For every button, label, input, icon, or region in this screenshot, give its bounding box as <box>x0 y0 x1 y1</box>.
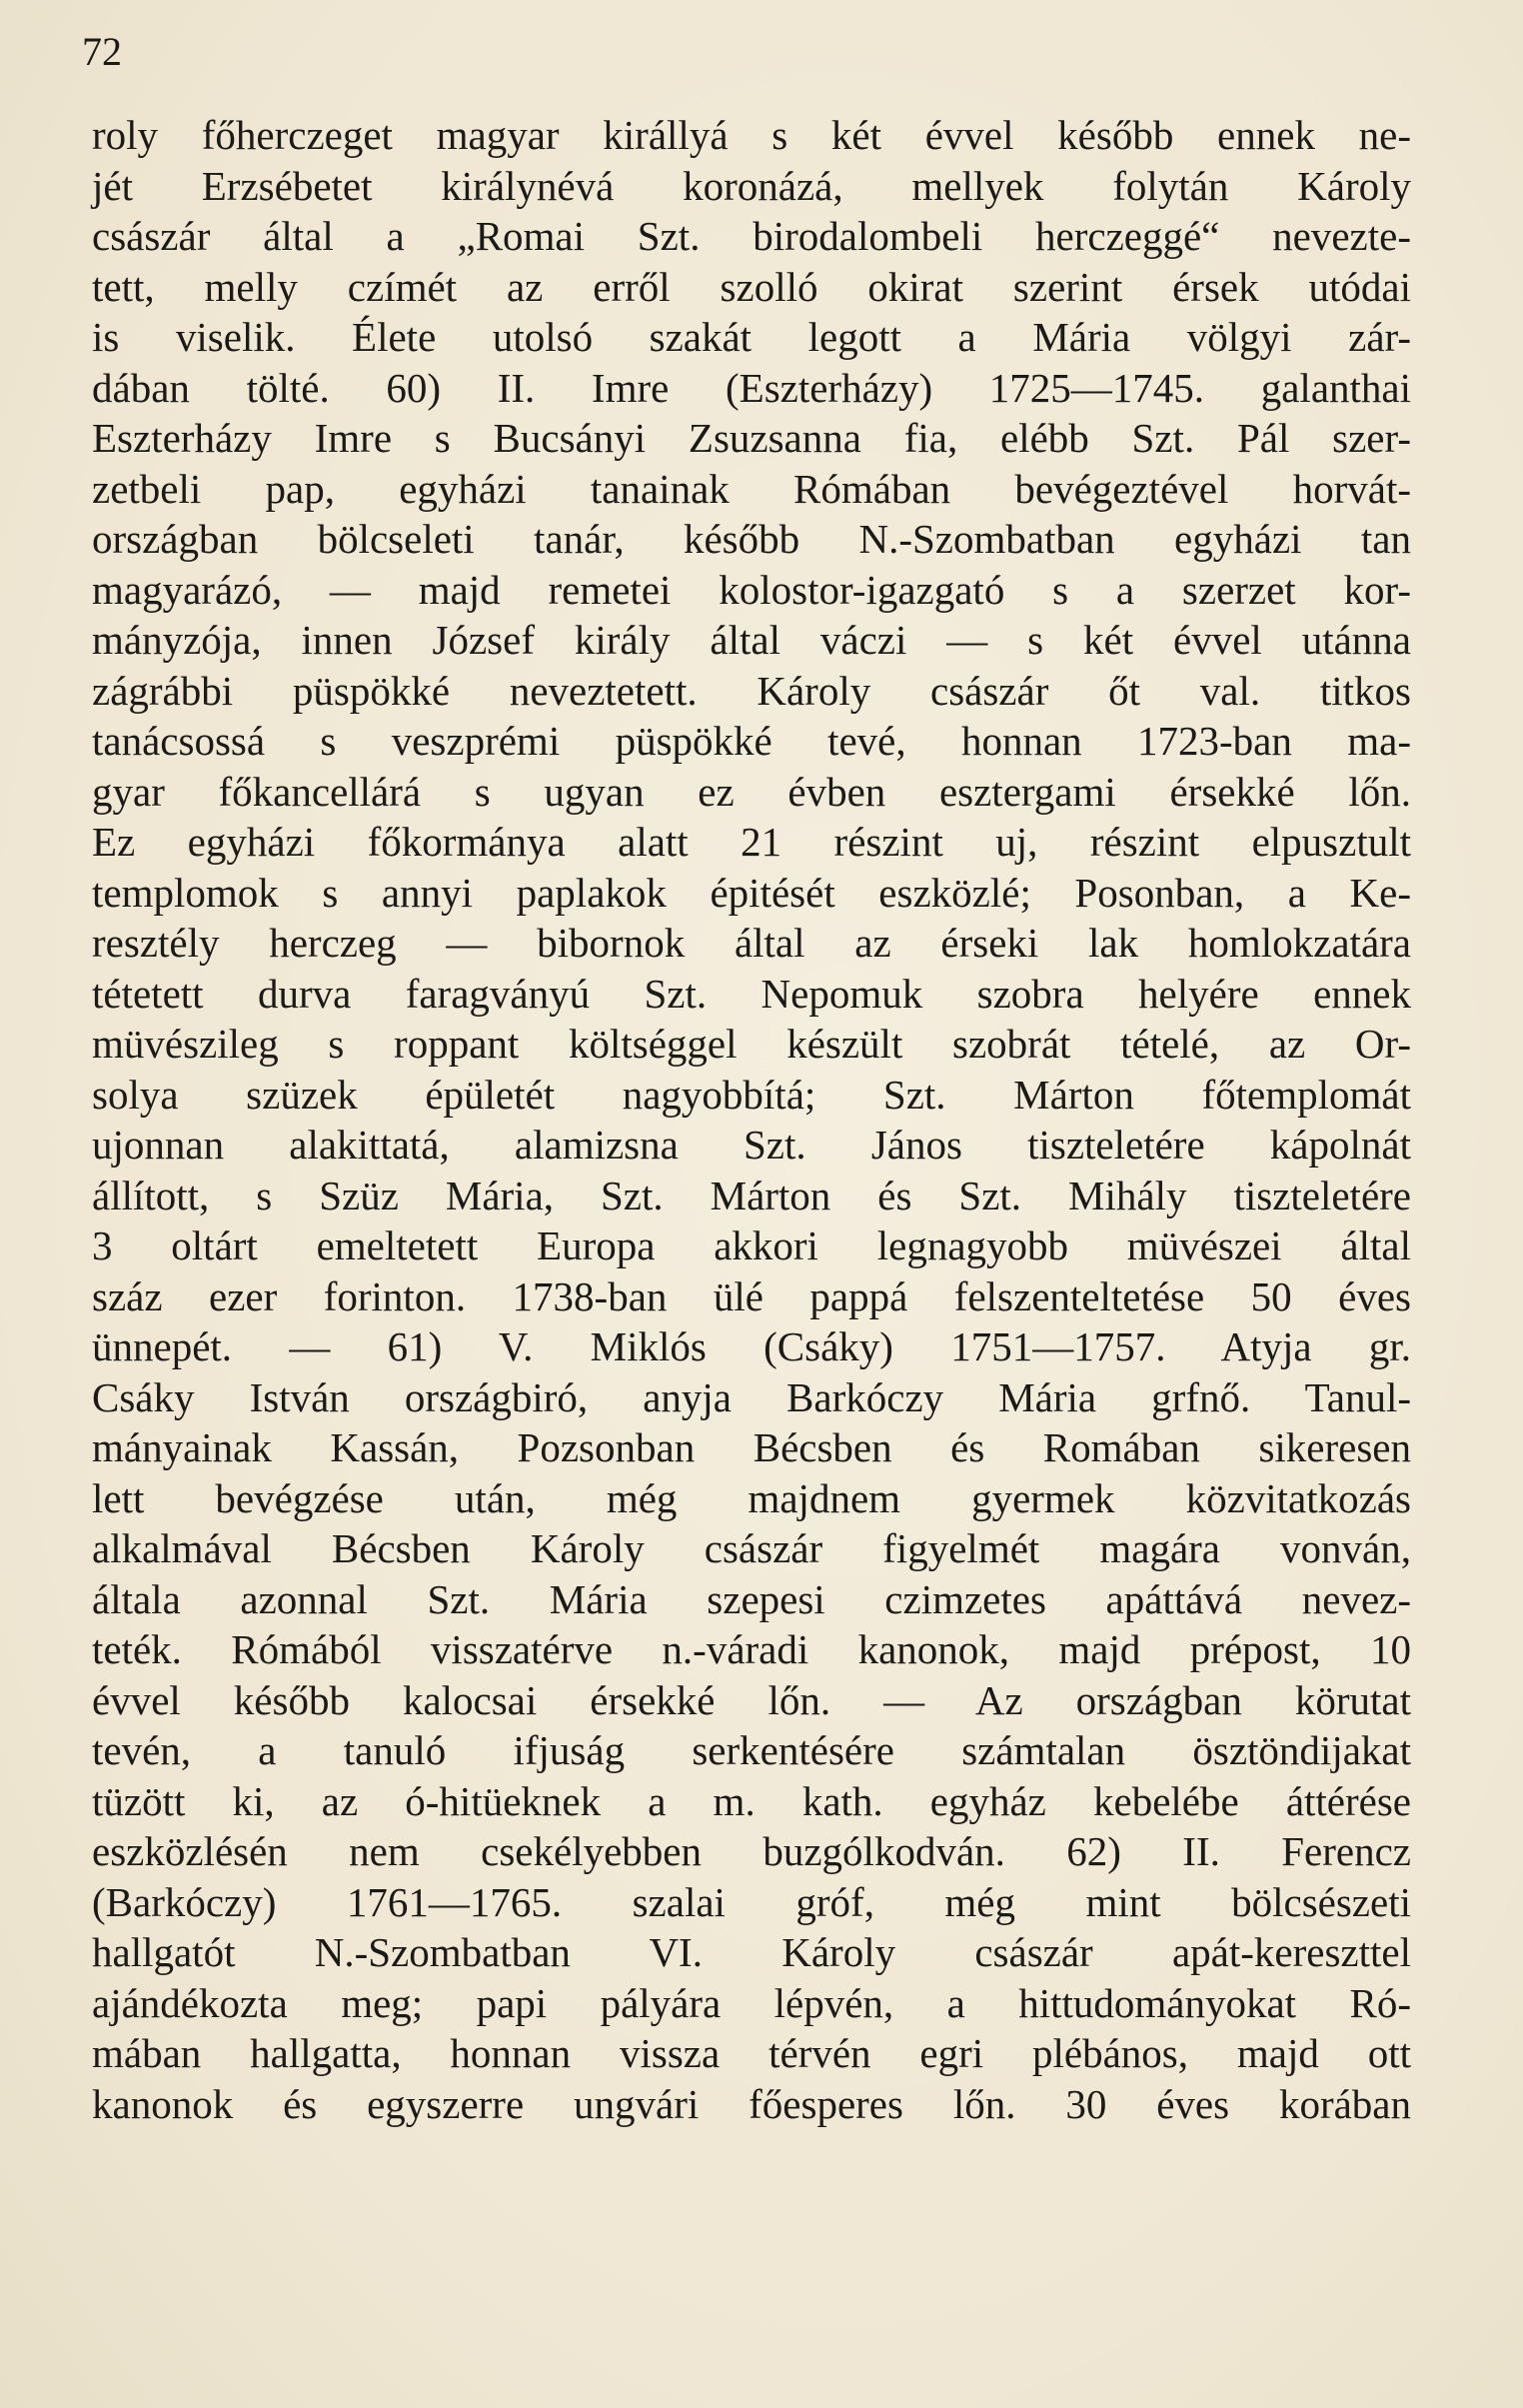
text-line: hallgatót N.-Szombatban VI. Károly császár apát-kereszttel <box>92 1929 1411 1975</box>
text-line: Eszterházy Imre s Bucsányi Zsuzsanna fia, elébb Szt. Pál szer- <box>92 415 1411 461</box>
text-line: évvel később kalocsai érsekké lőn. — Az országban körutat <box>92 1676 1411 1723</box>
text-line: lett bevégzése után, még majdnem gyermek közvitatkozás <box>92 1474 1411 1521</box>
text-line: is viselik. Élete utolsó szakát legott a Mária völgyi zár- <box>92 314 1411 360</box>
text-line: ajándékozta meg; papi pályára lépvén, a hittudományokat Ró- <box>92 1979 1411 2026</box>
text-line: jét Erzsébetet királynévá koronázá, mellyek folytán Károly <box>92 162 1411 209</box>
text-line: magyarázó, — majd remetei kolostor-igazgató s a szerzet kor- <box>92 566 1411 613</box>
text-line: mányzója, innen József király által váczi — s két évvel utánna <box>92 617 1411 663</box>
text-line: tanácsossá s veszprémi püspökké tevé, honnan 1723-ban ma- <box>92 718 1411 764</box>
text-line: zetbeli pap, egyházi tanainak Rómában bevégeztével horvát- <box>92 465 1411 512</box>
text-line: országban bölcseleti tanár, később N.-Szombatban egyházi tan <box>92 516 1411 562</box>
text-line: zágrábbi püspökké neveztetett. Károly császár őt val. titkos <box>92 667 1411 714</box>
text-line: tüzött ki, az ó-hitüeknek a m. kath. egyház kebelébe áttérése <box>92 1777 1411 1824</box>
text-line: dában tölté. 60) II. Imre (Eszterházy) 1725—1745. galanthai <box>92 364 1411 411</box>
text-line: templomok s annyi paplakok épitését eszközlé; Posonban, a Ke- <box>92 869 1411 916</box>
text-line: roly főherczeget magyar királlyá s két évvel később ennek ne- <box>92 112 1411 158</box>
text-line: általa azonnal Szt. Mária szepesi czimzetes apáttává nevez- <box>92 1575 1411 1622</box>
text-line: állított, s Szüz Mária, Szt. Márton és Szt. Mihály tiszteletére <box>92 1172 1411 1218</box>
text-line: tétetett durva faragványú Szt. Nepomuk szobra helyére ennek <box>92 970 1411 1017</box>
text-line: mában hallgatta, honnan vissza térvén egri plébános, majd ott <box>92 2030 1411 2076</box>
text-line: kanonok és egyszerre ungvári főesperes lőn. 30 éves korában <box>92 2080 1411 2127</box>
page-number: 72 <box>82 29 122 74</box>
text-line: solya szüzek épületét nagyobbítá; Szt. Márton főtemplomát <box>92 1071 1411 1118</box>
text-line: resztély herczeg — bibornok által az érseki lak homlokzatára <box>92 920 1411 966</box>
text-line: Csáky István országbiró, anyja Barkóczy Mária grfnő. Tanul- <box>92 1373 1411 1420</box>
text-line: eszközlésén nem csekélyebben buzgólkodván. 62) II. Ferencz <box>92 1828 1411 1874</box>
text-line: tevén, a tanuló ifjuság serkentésére számtalan ösztöndijakat <box>92 1727 1411 1773</box>
text-line: mányainak Kassán, Pozsonban Bécsben és Romában sikeresen <box>92 1424 1411 1470</box>
text-line: ujonnan alakittatá, alamizsna Szt. János tiszteletére kápolnát <box>92 1122 1411 1168</box>
text-line: müvészileg s roppant költséggel készült szobrát tételé, az Or- <box>92 1021 1411 1067</box>
text-line: száz ezer forinton. 1738-ban ülé pappá felszenteltetése 50 éves <box>92 1272 1411 1319</box>
text-line: 3 oltárt emeltetett Europa akkori legnagyobb müvészei által <box>92 1222 1411 1268</box>
text-line: Ez egyházi főkormánya alatt 21 részint uj, részint elpusztult <box>92 819 1411 865</box>
text-line: ünnepét. — 61) V. Miklós (Csáky) 1751—1757. Atyja gr. <box>92 1323 1411 1369</box>
text-line: tett, melly czímét az erről szolló okirat szerint érsek utódai <box>92 263 1411 310</box>
text-line: gyar főkancellárá s ugyan ez évben esztergami érsekké lőn. <box>92 768 1411 815</box>
text-line: alkalmával Bécsben Károly császár figyelmét magára vonván, <box>92 1525 1411 1571</box>
text-line: teték. Rómából visszatérve n.-váradi kanonok, majd prépost, 10 <box>92 1626 1411 1672</box>
body-text <box>92 110 1411 2129</box>
text-line: (Barkóczy) 1761—1765. szalai gróf, még mint bölcsészeti <box>92 1878 1411 1925</box>
text-line: császár által a „Romai Szt. birodalombeli herczeggé“ nevezte- <box>92 213 1411 259</box>
